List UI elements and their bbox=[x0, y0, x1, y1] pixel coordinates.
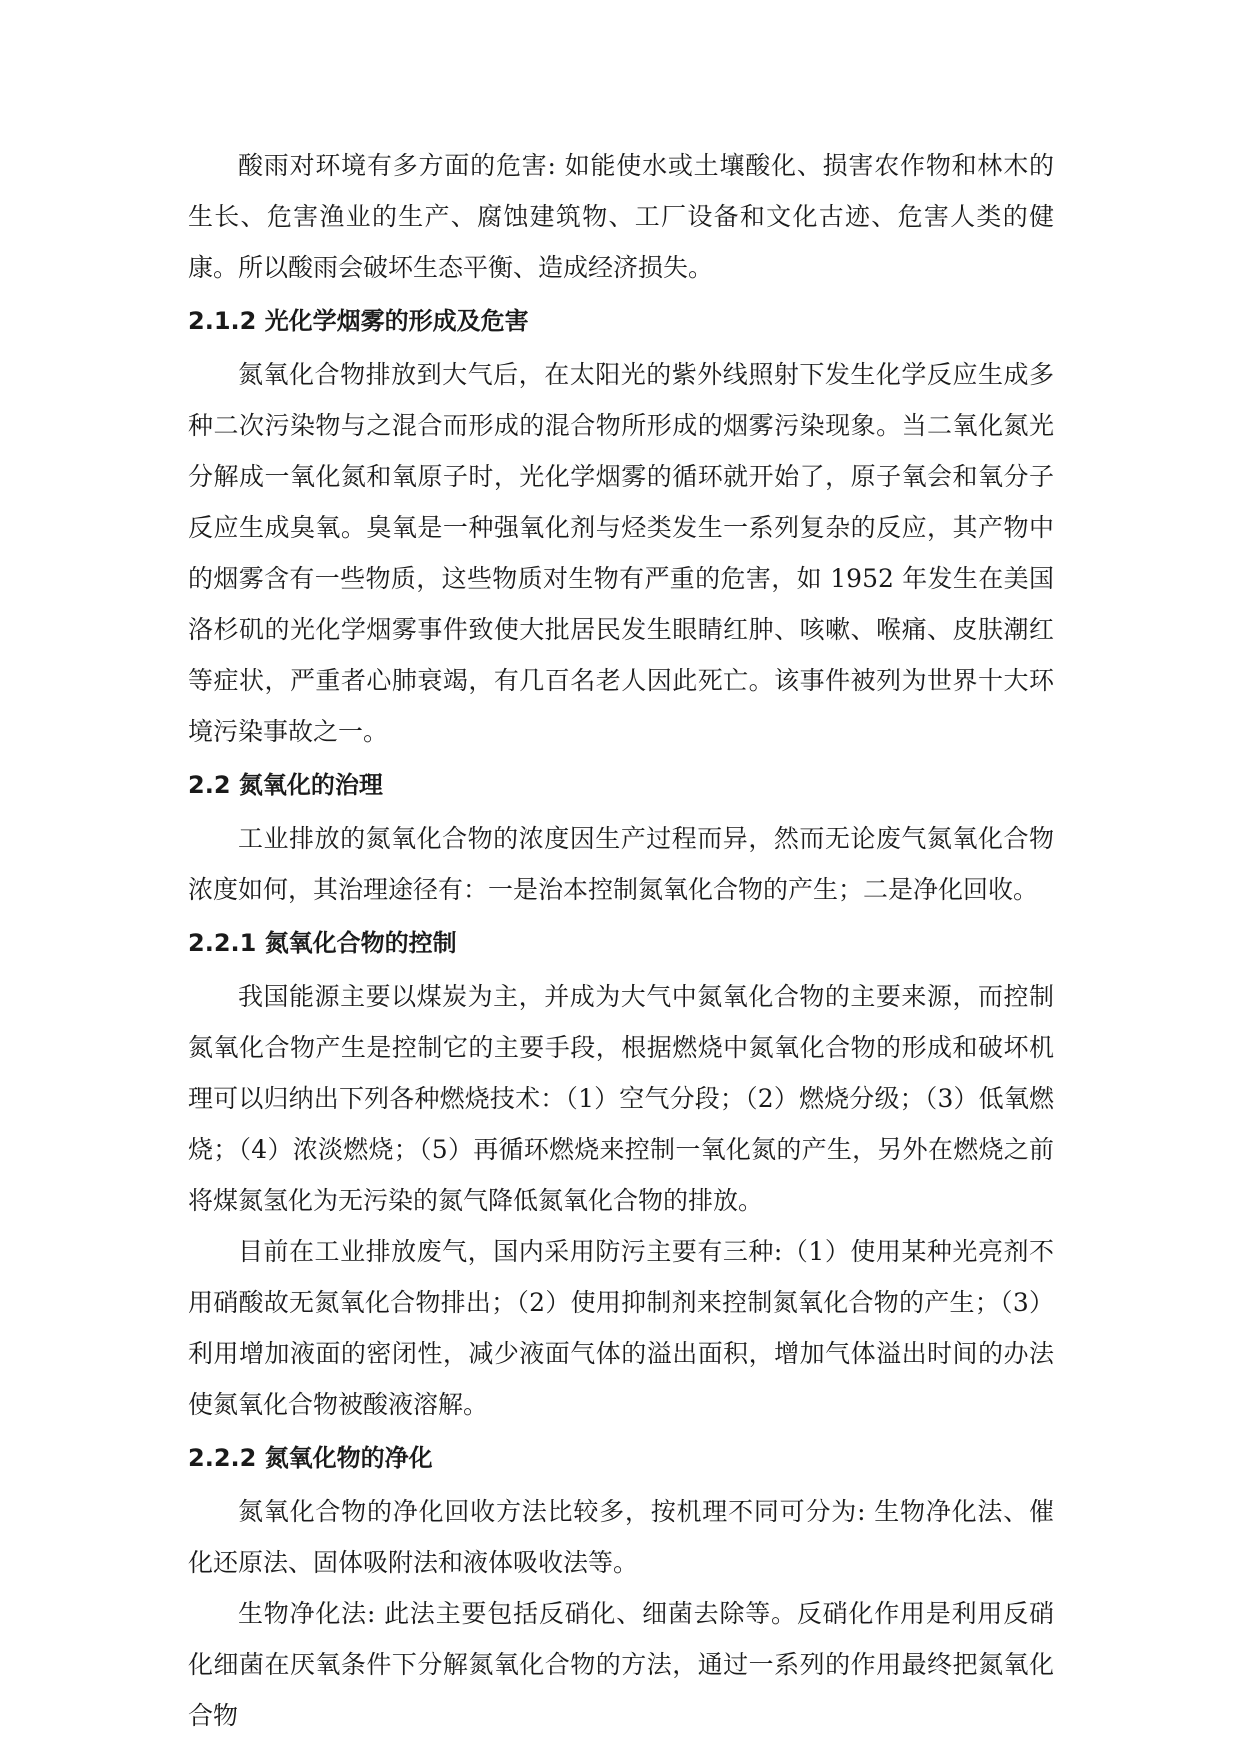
paragraph-biological-purification: 生物净化法: 此法主要包括反硝化、细菌去除等。反硝化作用是利用反硝化细菌在厌氧条件下分解氮氧化合物的方法，通过一系列的作用最终把氮氧化合物 bbox=[188, 1599, 1054, 1730]
document-page bbox=[188, 140, 1054, 1741]
paragraph-acid-rain-harm: 酸雨对环境有多方面的危害: 如能使水或土壤酸化、损害农作物和林木的生长、危害渔业的生产、腐蚀建筑物、工厂设备和文化古迹、危害人类的健康。所以酸雨会破坏生态平衡、造成经济损失。 bbox=[188, 151, 1054, 282]
paragraph-photochemical-smog: 氮氧化合物排放到大气后，在太阳光的紫外线照射下发生化学反应生成多种二次污染物与之混合而形成的混合物所形成的烟雾污染现象。当二氧化氮光分解成一氧化氮和氧原子时，光化学烟雾的循环就开始了，原子氧会和氧分子反应生成臭氧。臭氧是一种强氧化剂与烃类发生一系列复杂的反应，其产物中的烟雾含有一些物质，这些物质对生物有严重的危害，如 1952 年发生在美国洛杉矶的光化学烟雾事件致使大批居民发生眼睛红肿、咳嗽、喉痛、皮肤潮红等症状，严重者心肺衰竭，有几百名老人因此死亡。该事件被列为世界十大环境污染事故之一。 bbox=[188, 360, 1054, 746]
section-heading-2-1-2: 2.1.2 光化学烟雾的形成及危害 bbox=[188, 307, 529, 335]
paragraph-industrial-prevention: 目前在工业排放废气，国内采用防污主要有三种:（1）使用某种光亮剂不用硝酸故无氮氧化合物排出；（2）使用抑制剂来控制氮氧化合物的产生；（3）利用增加液面的密闭性，减少液面气体的溢出面积，增加气体溢出时间的办法使氮氧化合物被酸液溶解。 bbox=[188, 1237, 1054, 1419]
paragraph-combustion-control: 我国能源主要以煤炭为主，并成为大气中氮氧化合物的主要来源，而控制氮氧化合物产生是控制它的主要手段，根据燃烧中氮氧化合物的形成和破坏机理可以归纳出下列各种燃烧技术：（1）空气分段；（2）燃烧分级；（3）低氧燃烧；（4）浓淡燃烧；（5）再循环燃烧来控制一氧化氮的产生，另外在燃烧之前将煤氮氢化为无污染的氮气降低氮氧化合物的排放。 bbox=[188, 982, 1054, 1215]
paragraph-treatment-approach: 工业排放的氮氧化合物的浓度因生产过程而异，然而无论废气氮氧化合物浓度如何，其治理途径有：一是治本控制氮氧化合物的产生；二是净化回收。 bbox=[188, 824, 1054, 904]
section-heading-2-2: 2.2 氮氧化的治理 bbox=[188, 771, 383, 799]
section-heading-2-2-1: 2.2.1 氮氧化合物的控制 bbox=[188, 929, 457, 957]
section-heading-2-2-2: 2.2.2 氮氧化物的净化 bbox=[188, 1444, 433, 1472]
paragraph-purification-methods: 氮氧化合物的净化回收方法比较多，按机理不同可分为: 生物净化法、催化还原法、固体吸附法和液体吸收法等。 bbox=[188, 1497, 1054, 1577]
